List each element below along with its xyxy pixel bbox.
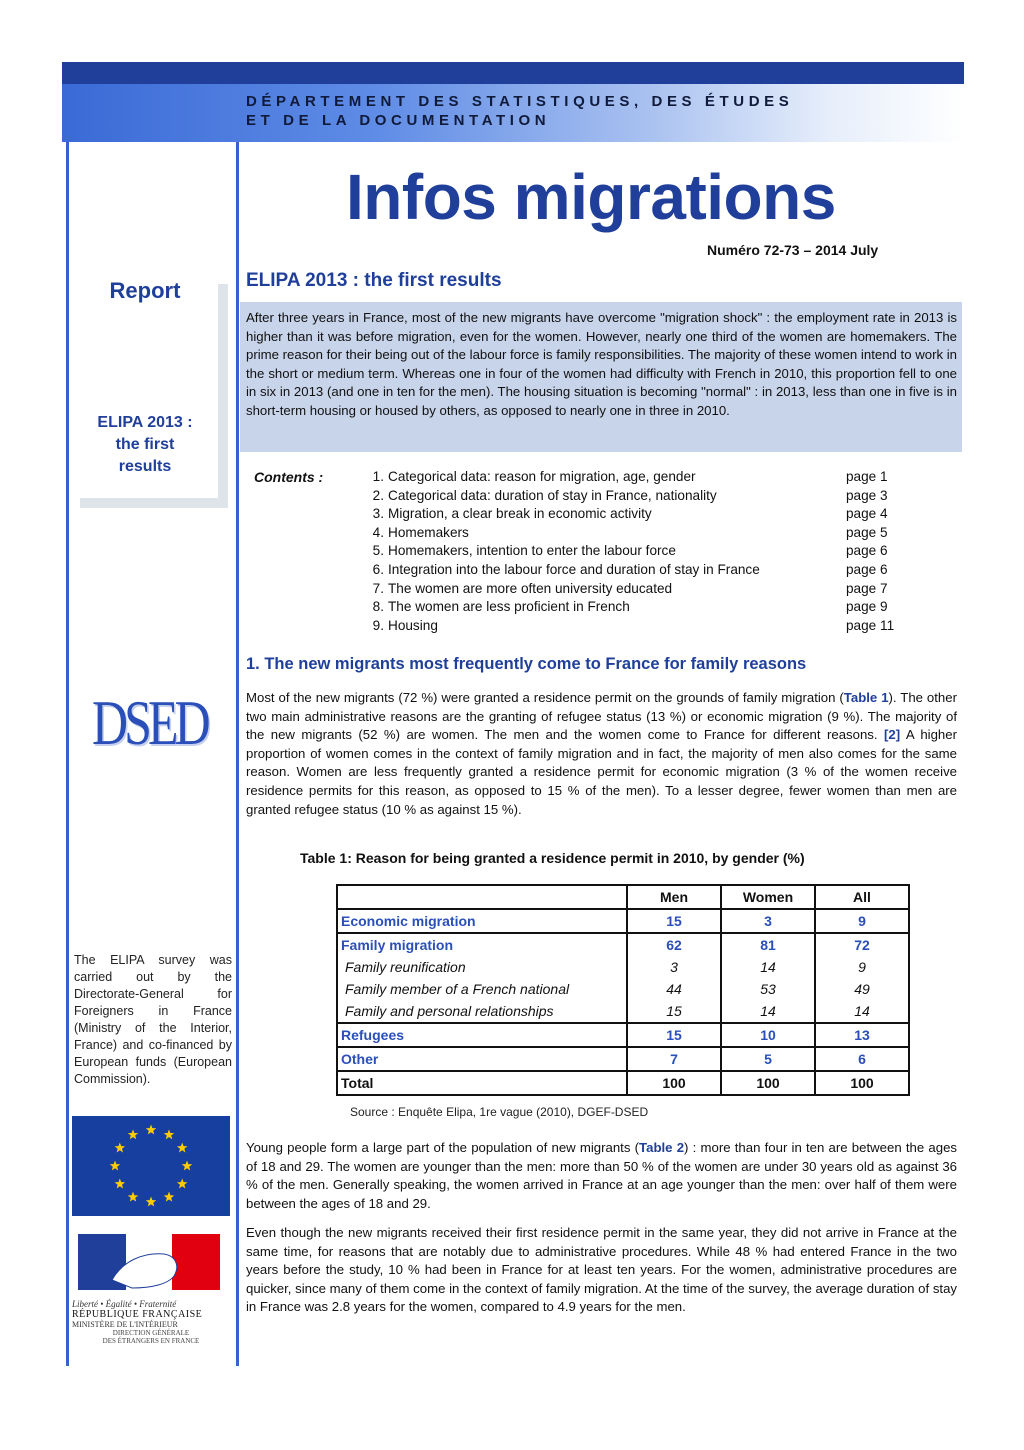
department-line-2: ET DE LA DOCUMENTATION: [246, 112, 551, 129]
article-title: ELIPA 2013 : the first results: [246, 270, 502, 291]
dsed-logo: DSED: [92, 687, 207, 758]
table-cell: 100: [721, 1071, 815, 1095]
marianne-directorate: DES ÉTRANGERS EN FRANCE: [102, 1337, 200, 1345]
report-box-shadow: [80, 498, 228, 508]
contents-item[interactable]: [364, 469, 904, 488]
table-row: [337, 1047, 909, 1071]
table-cell: 13: [815, 1023, 909, 1047]
table-cell: 100: [815, 1071, 909, 1095]
contents-label: Contents :: [254, 469, 324, 485]
contents-item[interactable]: [364, 543, 904, 562]
eu-star-icon: [115, 1143, 125, 1153]
table-header-cell: [337, 885, 627, 909]
paragraph-text: ). The other two main administrative reasons are the granting of refugee status (13 %) or economic migration (9 %). The majority of the new migrants (52 %) are women. The men and the women come to France for different reasons.: [246, 690, 957, 743]
sidebar-title-line: ELIPA 2013 :: [97, 414, 193, 431]
table-header-row: [337, 885, 909, 909]
table-row-label: Family reunification: [337, 956, 627, 978]
marianne-logo: [72, 1232, 230, 1366]
table-row-label: Total: [337, 1071, 627, 1095]
contents-page: page 5: [846, 524, 888, 540]
contents-item[interactable]: [364, 618, 904, 637]
sidebar-title-line: the first: [115, 436, 175, 453]
contents-title: The women are more often university educated: [388, 580, 673, 596]
table-cell: 14: [721, 1000, 815, 1023]
table-cell: 14: [815, 1000, 909, 1023]
contents-title: Homemakers, intention to enter the labour force: [388, 543, 676, 559]
section-heading: 1. The new migrants most frequently come to France for family reasons: [246, 655, 807, 673]
contents-page: page 6: [846, 543, 888, 559]
contents-title: Categorical data: reason for migration, age, gender: [388, 469, 696, 484]
contents-number: 5.: [372, 543, 384, 559]
paragraph: [246, 689, 957, 819]
contents-number: 8.: [372, 599, 384, 615]
contents-page: page 3: [846, 487, 888, 503]
contents-item[interactable]: [364, 525, 904, 544]
contents-page: page 11: [846, 617, 895, 633]
table-cell: 15: [627, 1000, 721, 1023]
header-top-bar: [62, 62, 964, 84]
contents-page: page 7: [846, 580, 888, 596]
sidebar-title: [80, 412, 210, 478]
contents-title: Migration, a clear break in economic activity: [388, 506, 652, 522]
eu-star-icon: [115, 1179, 125, 1189]
table-row-label: Family member of a French national: [337, 978, 627, 1000]
table-caption: Table 1: Reason for being granted a residence permit in 2010, by gender (%): [300, 850, 805, 866]
table-row: [337, 1023, 909, 1047]
marianne-republic: RÉPUBLIQUE FRANÇAISE: [72, 1309, 203, 1320]
contents-number: 3.: [372, 506, 384, 522]
table-cell: 9: [815, 956, 909, 978]
table-cell: 15: [627, 909, 721, 933]
eu-star-icon: [146, 1197, 156, 1207]
table-row-label: Other: [337, 1047, 627, 1071]
table-cell: 3: [627, 956, 721, 978]
issue-number: Numéro 72-73 – 2014 July: [707, 242, 879, 258]
table-cell: 100: [627, 1071, 721, 1095]
eu-star-icon: [164, 1192, 174, 1202]
eu-stars-icon: [72, 1116, 230, 1216]
marianne-motto: Liberté • Égalité • Fraternité: [72, 1299, 177, 1309]
table-cell: 3: [721, 909, 815, 933]
eu-star-icon: [146, 1125, 156, 1135]
department-name: [246, 92, 793, 130]
department-line-1: DÉPARTEMENT DES STATISTIQUES, DES ÉTUDES: [246, 93, 794, 110]
eu-star-icon: [177, 1179, 187, 1189]
contents-title: Homemakers: [388, 524, 469, 540]
table-cell: 81: [721, 933, 815, 956]
table-cell: 10: [721, 1023, 815, 1047]
table-cell: 44: [627, 978, 721, 1000]
contents-page: page 6: [846, 562, 888, 577]
eu-star-icon: [177, 1143, 187, 1153]
contents-item[interactable]: [364, 488, 904, 507]
table-cell: 14: [721, 956, 815, 978]
contents-item[interactable]: [364, 581, 904, 600]
contents-title: Categorical data: duration of stay in France, nationality: [388, 487, 717, 503]
paragraph-text: Young people form a large part of the population of new migrants (: [246, 1140, 640, 1155]
table-source: Source : Enquête Elipa, 1re vague (2010), DGEF-DSED: [350, 1105, 649, 1119]
table-cell: 5: [721, 1047, 815, 1071]
contents-item[interactable]: [364, 506, 904, 525]
contents-title: The women are less proficient in French: [388, 599, 630, 615]
contents-page: page 9: [846, 599, 888, 615]
table-cell: 15: [627, 1023, 721, 1047]
paragraph-text: ) : more than four in ten are between the ages of 18 and 29. The women are younger than the men: more than 50 % of the women are under 30 years old as against 36 % of the men. Generally speaking, the women arrived in France at an age younger than the men: over half of them were between the ages of 18 and 29.: [246, 1140, 957, 1211]
table-row-label: Family and personal relationships: [337, 1000, 627, 1023]
contents-number: 9.: [372, 617, 384, 633]
eu-star-icon: [128, 1129, 138, 1139]
table-row: [337, 1000, 909, 1023]
contents-title: Integration into the labour force and duration of stay in France: [388, 562, 760, 577]
contents-number: 1.: [372, 469, 384, 484]
table-cell: 72: [815, 933, 909, 956]
summary-text: After three years in France, most of the new migrants have overcome "migration shock" : the employment rate in 2013 is higher than it was before migration, even for the women. However, nearly one third of the women are homemakers. The prime reason for their being out of the labour force is family responsibilities. The majority of these women intend to work in the short or medium term. Whereas one in four of the women had difficulty with French in 2010, this proportion fell to one in six in 2013 (and one in ten for the men). The housing situation is becoming "normal" : in 2013, less than one in five is in short-term housing or housed by others, as opposed to nearly one in three in 2010.: [246, 310, 957, 418]
contents-title: Housing: [388, 617, 438, 633]
paragraph-text: Most of the new migrants (72 %) were granted a residence permit on the grounds of family migration (: [246, 690, 844, 705]
paragraph: Even though the new migrants received their first residence permit in the same year, they did not arrive in France at the same time, for reasons that are notably due to administrative procedures. While 48 % had entered France in the two years before the study, 10 % had been in France for at least ten years. For the women, administrative procedures are quicker, since many of them come in the context of family migration. At the time of the survey, the average duration of stay in France was 2.8 years for the women, compared to 4.9 years for the men.: [246, 1225, 957, 1315]
table-cell: 49: [815, 978, 909, 1000]
paragraph: [246, 1139, 957, 1213]
table-row-label: Economic migration: [337, 909, 627, 933]
publication-title: Infos migrations: [346, 161, 836, 233]
table-header-cell: Women: [721, 885, 815, 909]
marianne-directorate: DIRECTION GÉNÉRALE: [112, 1329, 190, 1337]
eu-star-icon: [128, 1192, 138, 1202]
table-row: [337, 1071, 909, 1095]
sidebar-title-line: results: [118, 458, 172, 475]
table-row-label: Refugees: [337, 1023, 627, 1047]
table-cell: 62: [627, 933, 721, 956]
table-cell: 53: [721, 978, 815, 1000]
table-header-cell: All: [815, 885, 909, 909]
table-row: [337, 956, 909, 978]
eu-star-icon: [164, 1129, 174, 1139]
table-reference-link[interactable]: Table 1: [843, 690, 889, 705]
contents-item[interactable]: [364, 599, 904, 618]
contents-item[interactable]: [364, 562, 904, 581]
contents-number: 2.: [372, 487, 384, 503]
table-row: [337, 933, 909, 956]
table-cell: 9: [815, 909, 909, 933]
contents-number: 6.: [372, 562, 384, 577]
eu-star-icon: [182, 1161, 192, 1171]
table-cell: 7: [627, 1047, 721, 1071]
table-row: [337, 909, 909, 933]
eu-flag-logo: [72, 1116, 230, 1216]
table-cell: 6: [815, 1047, 909, 1071]
eu-star-icon: [110, 1161, 120, 1171]
table-header-cell: Men: [627, 885, 721, 909]
marianne-ministry: MINISTÈRE DE L'INTÉRIEUR: [72, 1320, 178, 1329]
survey-note: The ELIPA survey was carried out by the Directorate-General for Foreigners in France (Ministry of the Interior, France) and co-financed by European funds (European Commission).: [74, 953, 232, 1086]
paragraph-text: A higher proportion of women comes in the context of family migration and in fact, the majority of men also comes for the same reason. Women are less frequently granted a residence permit for economic migration (3 % of the women receive residence permits for this reason, as opposed to 15 % of the men). To a lesser degree, fewer women than men are granted refugee status (10 % as against 15 %).: [246, 727, 957, 817]
left-rule: [66, 142, 69, 1366]
footnote-reference-link[interactable]: [2]: [884, 727, 901, 743]
contents-number: 4.: [372, 524, 384, 540]
report-box-shadow: [218, 284, 228, 508]
contents-page: page 4: [846, 506, 888, 522]
report-label: Report: [109, 278, 181, 303]
table-row-label: Family migration: [337, 933, 627, 956]
table-reference-link[interactable]: Table 2: [639, 1140, 685, 1155]
sidebar-rule: [236, 142, 239, 1366]
contents-page: page 1: [846, 469, 888, 484]
table-row: [337, 978, 909, 1000]
french-flag-icon: [72, 1232, 230, 1292]
contents-number: 7.: [372, 580, 384, 596]
residence-permit-table: [336, 884, 910, 1096]
